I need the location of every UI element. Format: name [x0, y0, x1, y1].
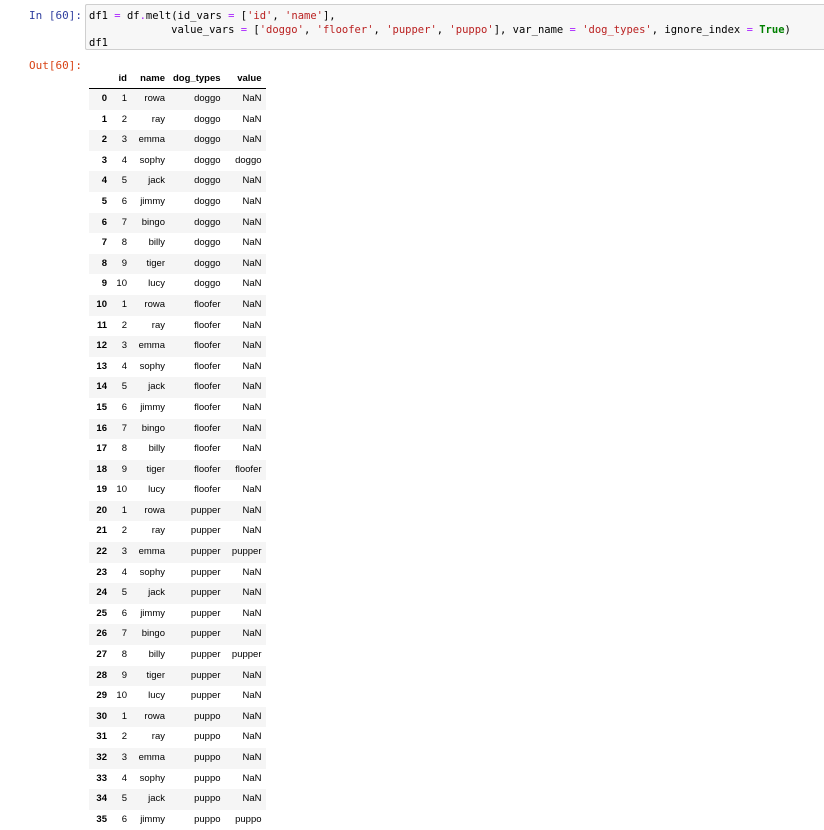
table-cell: 4	[111, 151, 131, 172]
table-row	[89, 151, 266, 172]
table-cell: emma	[131, 336, 169, 357]
table-cell: puppo	[169, 727, 225, 748]
table-row	[89, 583, 266, 604]
table-cell: NaN	[225, 563, 266, 584]
table-cell: NaN	[225, 501, 266, 522]
table-cell: 9	[111, 254, 131, 275]
code-line	[89, 37, 791, 51]
table-cell: 2	[111, 110, 131, 131]
table-row	[89, 810, 266, 830]
code-token: df1	[89, 37, 108, 49]
table-cell: 5	[111, 583, 131, 604]
code-token: ,	[304, 24, 317, 36]
table-cell: 5	[111, 789, 131, 810]
row-index: 20	[89, 501, 111, 522]
table-cell: doggo	[169, 151, 225, 172]
table-cell: pupper	[169, 501, 225, 522]
table-cell: ray	[131, 727, 169, 748]
table-cell: floofer	[169, 460, 225, 481]
code-token: value_vars	[89, 24, 241, 36]
code-token: ], var_name	[494, 24, 570, 36]
table-cell: NaN	[225, 604, 266, 625]
table-cell: NaN	[225, 583, 266, 604]
table-row	[89, 645, 266, 666]
table-cell: doggo	[169, 213, 225, 234]
table-cell: NaN	[225, 707, 266, 728]
table-cell: doggo	[169, 254, 225, 275]
row-index: 3	[89, 151, 111, 172]
table-cell: rowa	[131, 707, 169, 728]
table-row	[89, 357, 266, 378]
table-cell: tiger	[131, 254, 169, 275]
table-cell: NaN	[225, 398, 266, 419]
table-row	[89, 707, 266, 728]
code-line	[89, 24, 791, 38]
table-cell: NaN	[225, 316, 266, 337]
column-header: value	[225, 69, 266, 89]
table-cell: pupper	[169, 583, 225, 604]
table-cell: jack	[131, 171, 169, 192]
table-cell: puppo	[169, 789, 225, 810]
code-token: 'pupper'	[386, 24, 437, 36]
table-cell: 4	[111, 563, 131, 584]
table-row	[89, 110, 266, 131]
column-header	[89, 69, 111, 89]
row-index: 17	[89, 439, 111, 460]
table-cell: NaN	[225, 480, 266, 501]
table-cell: 7	[111, 419, 131, 440]
table-row	[89, 336, 266, 357]
table-cell: pupper	[169, 666, 225, 687]
table-cell: jack	[131, 583, 169, 604]
code-token: 'doggo'	[260, 24, 304, 36]
column-header: name	[131, 69, 169, 89]
table-cell: NaN	[225, 130, 266, 151]
table-cell: pupper	[169, 521, 225, 542]
table-cell: 6	[111, 398, 131, 419]
table-row	[89, 233, 266, 254]
table-cell: sophy	[131, 357, 169, 378]
code-text[interactable]	[89, 10, 791, 51]
row-index: 1	[89, 110, 111, 131]
table-cell: 8	[111, 439, 131, 460]
table-row	[89, 727, 266, 748]
table-cell: NaN	[225, 110, 266, 131]
table-cell: sophy	[131, 769, 169, 790]
table-cell: doggo	[169, 171, 225, 192]
table-cell: emma	[131, 748, 169, 769]
table-cell: NaN	[225, 192, 266, 213]
row-index: 21	[89, 521, 111, 542]
table-row	[89, 439, 266, 460]
table-cell: puppo	[169, 769, 225, 790]
table-cell: floofer	[169, 295, 225, 316]
row-index: 27	[89, 645, 111, 666]
table-cell: puppo	[169, 748, 225, 769]
row-index: 24	[89, 583, 111, 604]
table-cell: NaN	[225, 748, 266, 769]
table-cell: floofer	[169, 419, 225, 440]
table-cell: NaN	[225, 439, 266, 460]
table-cell: doggo	[169, 274, 225, 295]
code-token: =	[570, 24, 576, 36]
row-index: 19	[89, 480, 111, 501]
table-cell: puppo	[169, 707, 225, 728]
table-cell: 3	[111, 130, 131, 151]
row-index: 18	[89, 460, 111, 481]
code-token: ,	[437, 24, 450, 36]
table-cell: 4	[111, 769, 131, 790]
code-token: 'id'	[247, 10, 272, 22]
code-line	[89, 10, 791, 24]
row-index: 10	[89, 295, 111, 316]
table-cell: NaN	[225, 789, 266, 810]
table-cell: 3	[111, 336, 131, 357]
table-cell: NaN	[225, 233, 266, 254]
table-row	[89, 686, 266, 707]
table-row	[89, 542, 266, 563]
row-index: 8	[89, 254, 111, 275]
table-cell: tiger	[131, 460, 169, 481]
table-cell: 1	[111, 295, 131, 316]
table-cell: doggo	[225, 151, 266, 172]
dataframe-table	[89, 69, 266, 830]
code-token: =	[241, 24, 247, 36]
table-cell: doggo	[169, 89, 225, 110]
table-row	[89, 254, 266, 275]
row-index: 25	[89, 604, 111, 625]
code-token: ,	[374, 24, 387, 36]
table-cell: pupper	[225, 542, 266, 563]
table-cell: bingo	[131, 624, 169, 645]
table-row	[89, 480, 266, 501]
column-header: dog_types	[169, 69, 225, 89]
table-cell: floofer	[169, 398, 225, 419]
table-cell: 5	[111, 377, 131, 398]
table-cell: pupper	[169, 686, 225, 707]
table-cell: sophy	[131, 151, 169, 172]
row-index: 28	[89, 666, 111, 687]
row-index: 32	[89, 748, 111, 769]
table-cell: doggo	[169, 192, 225, 213]
table-cell: 10	[111, 686, 131, 707]
code-token: 'name'	[285, 10, 323, 22]
table-cell: NaN	[225, 769, 266, 790]
table-cell: jimmy	[131, 398, 169, 419]
code-token: , ignore_index	[652, 24, 747, 36]
table-body	[89, 89, 266, 830]
table-cell: 9	[111, 666, 131, 687]
table-cell: ray	[131, 521, 169, 542]
row-index: 31	[89, 727, 111, 748]
code-token: [	[247, 24, 260, 36]
row-index: 6	[89, 213, 111, 234]
code-token: df	[121, 10, 140, 22]
code-token: =	[747, 24, 753, 36]
table-row	[89, 171, 266, 192]
code-token: .	[140, 10, 146, 22]
table-cell: 1	[111, 89, 131, 110]
table-cell: puppo	[169, 810, 225, 830]
table-row	[89, 460, 266, 481]
row-index: 23	[89, 563, 111, 584]
table-cell: NaN	[225, 624, 266, 645]
table-cell: rowa	[131, 501, 169, 522]
table-row	[89, 563, 266, 584]
output-prompt: Out[60]:	[0, 59, 82, 73]
code-token: =	[228, 10, 234, 22]
table-cell: billy	[131, 233, 169, 254]
table-cell: 3	[111, 748, 131, 769]
row-index: 5	[89, 192, 111, 213]
code-editor[interactable]	[85, 4, 824, 50]
table-cell: rowa	[131, 295, 169, 316]
code-token: 'floofer'	[317, 24, 374, 36]
table-row	[89, 666, 266, 687]
table-cell: 6	[111, 192, 131, 213]
table-cell: 1	[111, 501, 131, 522]
table-cell: pupper	[169, 624, 225, 645]
table-cell: ray	[131, 110, 169, 131]
table-cell: NaN	[225, 666, 266, 687]
code-token: df1	[89, 10, 114, 22]
row-index: 2	[89, 130, 111, 151]
code-token: )	[785, 24, 791, 36]
table-row	[89, 295, 266, 316]
table-cell: 7	[111, 624, 131, 645]
table-cell: jimmy	[131, 604, 169, 625]
table-cell: jack	[131, 377, 169, 398]
table-cell: NaN	[225, 295, 266, 316]
table-row	[89, 192, 266, 213]
row-index: 15	[89, 398, 111, 419]
table-cell: bingo	[131, 213, 169, 234]
table-cell: NaN	[225, 171, 266, 192]
table-cell: 10	[111, 480, 131, 501]
table-cell: floofer	[169, 480, 225, 501]
table-cell: rowa	[131, 89, 169, 110]
table-cell: emma	[131, 130, 169, 151]
code-token: ],	[323, 10, 336, 22]
table-cell: jimmy	[131, 192, 169, 213]
row-index: 16	[89, 419, 111, 440]
row-index: 11	[89, 316, 111, 337]
table-cell: 10	[111, 274, 131, 295]
table-cell: puppo	[225, 810, 266, 830]
table-cell: 1	[111, 707, 131, 728]
table-row	[89, 748, 266, 769]
table-cell: billy	[131, 645, 169, 666]
table-row	[89, 274, 266, 295]
code-token: [	[234, 10, 247, 22]
code-token: melt(id_vars	[146, 10, 228, 22]
table-cell: 2	[111, 521, 131, 542]
table-cell: 6	[111, 810, 131, 830]
table-cell: 2	[111, 727, 131, 748]
table-cell: pupper	[169, 542, 225, 563]
row-index: 7	[89, 233, 111, 254]
table-row	[89, 89, 266, 110]
code-token: =	[114, 10, 120, 22]
table-cell: NaN	[225, 727, 266, 748]
table-cell: 4	[111, 357, 131, 378]
table-cell: emma	[131, 542, 169, 563]
code-token: 'dog_types'	[582, 24, 652, 36]
row-index: 35	[89, 810, 111, 830]
table-row	[89, 419, 266, 440]
table-cell: ray	[131, 316, 169, 337]
table-row	[89, 789, 266, 810]
table-cell: doggo	[169, 233, 225, 254]
table-cell: 2	[111, 316, 131, 337]
code-token: True	[759, 24, 784, 36]
row-index: 34	[89, 789, 111, 810]
output-area	[89, 69, 266, 830]
table-cell: doggo	[169, 110, 225, 131]
table-cell: lucy	[131, 274, 169, 295]
header-row	[89, 69, 266, 89]
table-cell: NaN	[225, 419, 266, 440]
row-index: 14	[89, 377, 111, 398]
row-index: 30	[89, 707, 111, 728]
table-cell: NaN	[225, 521, 266, 542]
table-cell: NaN	[225, 686, 266, 707]
row-index: 22	[89, 542, 111, 563]
table-cell: floofer	[225, 460, 266, 481]
table-cell: 6	[111, 604, 131, 625]
table-cell: 3	[111, 542, 131, 563]
table-cell: pupper	[169, 645, 225, 666]
row-index: 0	[89, 89, 111, 110]
code-token: 'puppo'	[449, 24, 493, 36]
table-cell: NaN	[225, 274, 266, 295]
table-cell: NaN	[225, 377, 266, 398]
table-cell: pupper	[225, 645, 266, 666]
table-cell: pupper	[169, 604, 225, 625]
row-index: 26	[89, 624, 111, 645]
table-row	[89, 624, 266, 645]
row-index: 29	[89, 686, 111, 707]
row-index: 9	[89, 274, 111, 295]
table-row	[89, 769, 266, 790]
table-cell: NaN	[225, 357, 266, 378]
table-cell: floofer	[169, 377, 225, 398]
table-cell: lucy	[131, 686, 169, 707]
table-header	[89, 69, 266, 89]
table-row	[89, 521, 266, 542]
row-index: 13	[89, 357, 111, 378]
table-cell: floofer	[169, 316, 225, 337]
table-cell: 8	[111, 233, 131, 254]
table-cell: 8	[111, 645, 131, 666]
table-cell: bingo	[131, 419, 169, 440]
table-cell: 9	[111, 460, 131, 481]
column-header: id	[111, 69, 131, 89]
table-row	[89, 604, 266, 625]
table-cell: sophy	[131, 563, 169, 584]
table-cell: floofer	[169, 439, 225, 460]
table-cell: NaN	[225, 254, 266, 275]
table-cell: NaN	[225, 336, 266, 357]
table-cell: floofer	[169, 357, 225, 378]
table-cell: billy	[131, 439, 169, 460]
table-cell: floofer	[169, 336, 225, 357]
table-cell: jimmy	[131, 810, 169, 830]
table-cell: 7	[111, 213, 131, 234]
table-row	[89, 130, 266, 151]
table-cell: NaN	[225, 213, 266, 234]
table-row	[89, 316, 266, 337]
table-row	[89, 213, 266, 234]
table-row	[89, 398, 266, 419]
table-cell: pupper	[169, 563, 225, 584]
table-cell: NaN	[225, 89, 266, 110]
row-index: 4	[89, 171, 111, 192]
row-index: 12	[89, 336, 111, 357]
table-cell: doggo	[169, 130, 225, 151]
table-row	[89, 377, 266, 398]
code-token: ,	[272, 10, 285, 22]
table-cell: lucy	[131, 480, 169, 501]
row-index: 33	[89, 769, 111, 790]
input-prompt: In [60]:	[0, 9, 82, 23]
table-cell: tiger	[131, 666, 169, 687]
table-cell: 5	[111, 171, 131, 192]
table-row	[89, 501, 266, 522]
table-cell: jack	[131, 789, 169, 810]
